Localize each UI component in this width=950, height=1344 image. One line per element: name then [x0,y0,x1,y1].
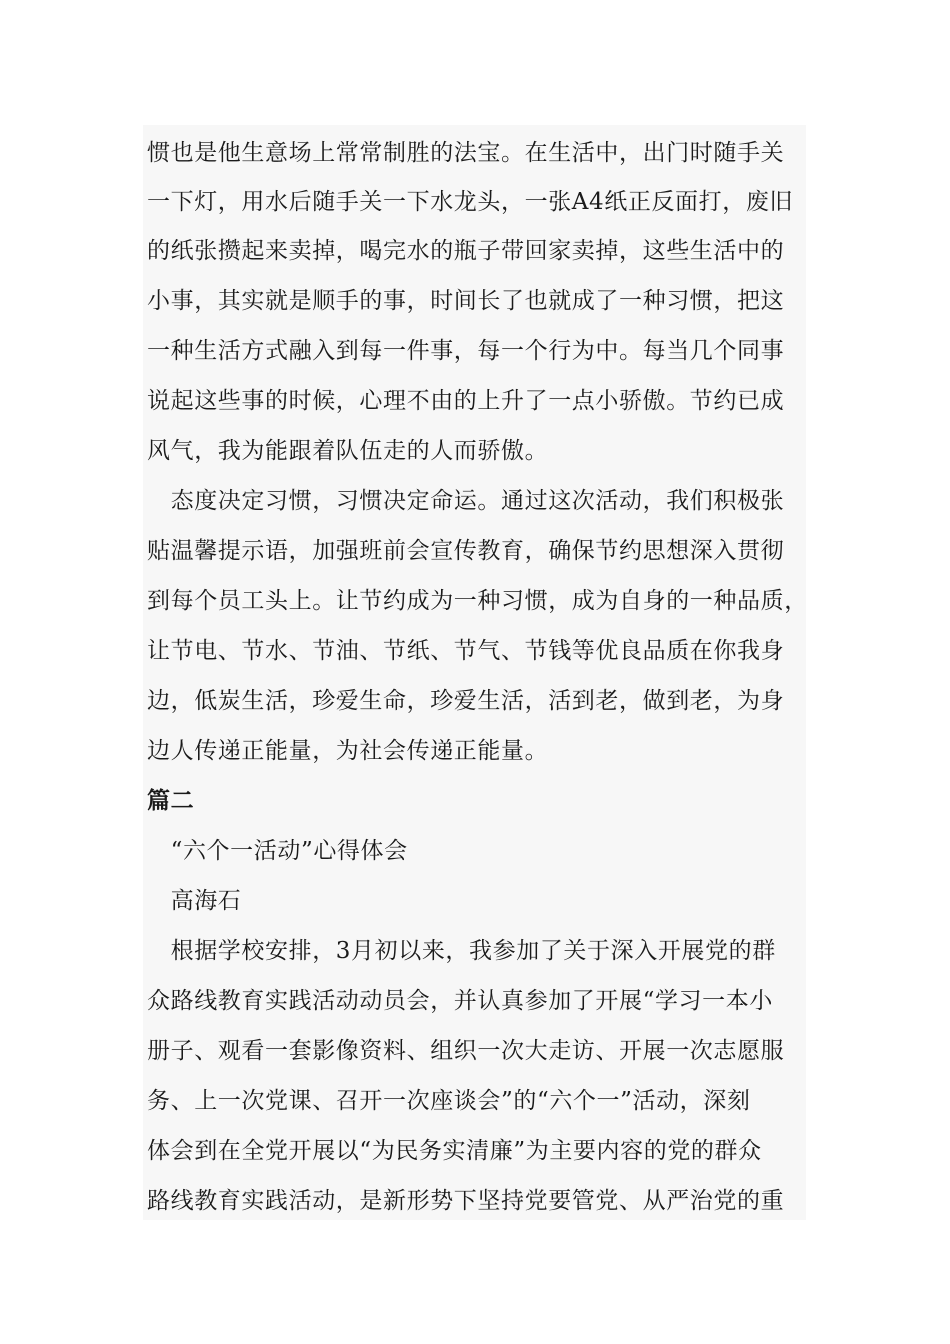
paragraph-line: 说起这些事的时候，心理不由的上升了一点小骄傲。节约已成 [147,388,785,414]
paragraph-line: 风气，我为能跟着队伍走的人而骄傲。 [147,438,549,464]
section-title: “六个一活动”心得体会 [147,838,408,864]
paragraph-line: 一种生活方式融入到每一件事，每一个行为中。每当几个同事 [147,338,785,364]
paragraph-line: 的纸张攒起来卖掉，喝完水的瓶子带回家卖掉，这些生活中的 [147,238,785,264]
paragraph-line: 态度决定习惯，习惯决定命运。通过这次活动，我们积极张 [147,488,785,514]
paragraph-line: 务、上一次党课、召开一次座谈会”的“六个一”活动，深刻 [147,1088,751,1114]
paragraph-line: 小事，其实就是顺手的事，时间长了也就成了一种习惯，把这 [147,288,785,314]
paragraph-line: 边人传递正能量，为社会传递正能量。 [147,738,549,764]
paragraph-line: 根据学校安排，3月初以来，我参加了关于深入开展党的群 [147,938,776,964]
paragraph-line: 让节电、节水、节油、节纸、节气、节钱等优良品质在你我身 [147,638,785,664]
paragraph-line: 贴温馨提示语，加强班前会宣传教育，确保节约思想深入贯彻 [147,538,785,564]
paragraph-line: 册子、观看一套影像资料、组织一次大走访、开展一次志愿服 [147,1038,785,1064]
paragraph-line: 惯也是他生意场上常常制胜的法宝。在生活中，出门时随手关 [147,140,785,166]
paragraph-line: 边，低炭生活，珍爱生命，珍爱生活，活到老，做到老，为身 [147,688,785,714]
paragraph-line: 一下灯，用水后随手关一下水龙头，一张A4纸正反面打，废旧 [147,189,794,215]
section-heading: 篇二 [147,787,195,814]
paragraph-line: 路线教育实践活动，是新形势下坚持党要管党、从严治党的重 [147,1188,785,1214]
paragraph-line: 到每个员工头上。让节约成为一种习惯，成为自身的一种品质， [147,588,808,614]
paragraph-line: 众路线教育实践活动动员会，并认真参加了开展“学习一本小 [147,988,773,1014]
author-name: 高海石 [147,888,242,914]
paragraph-line: 体会到在全党开展以“为民务实清廉”为主要内容的党的群众 [147,1138,762,1164]
